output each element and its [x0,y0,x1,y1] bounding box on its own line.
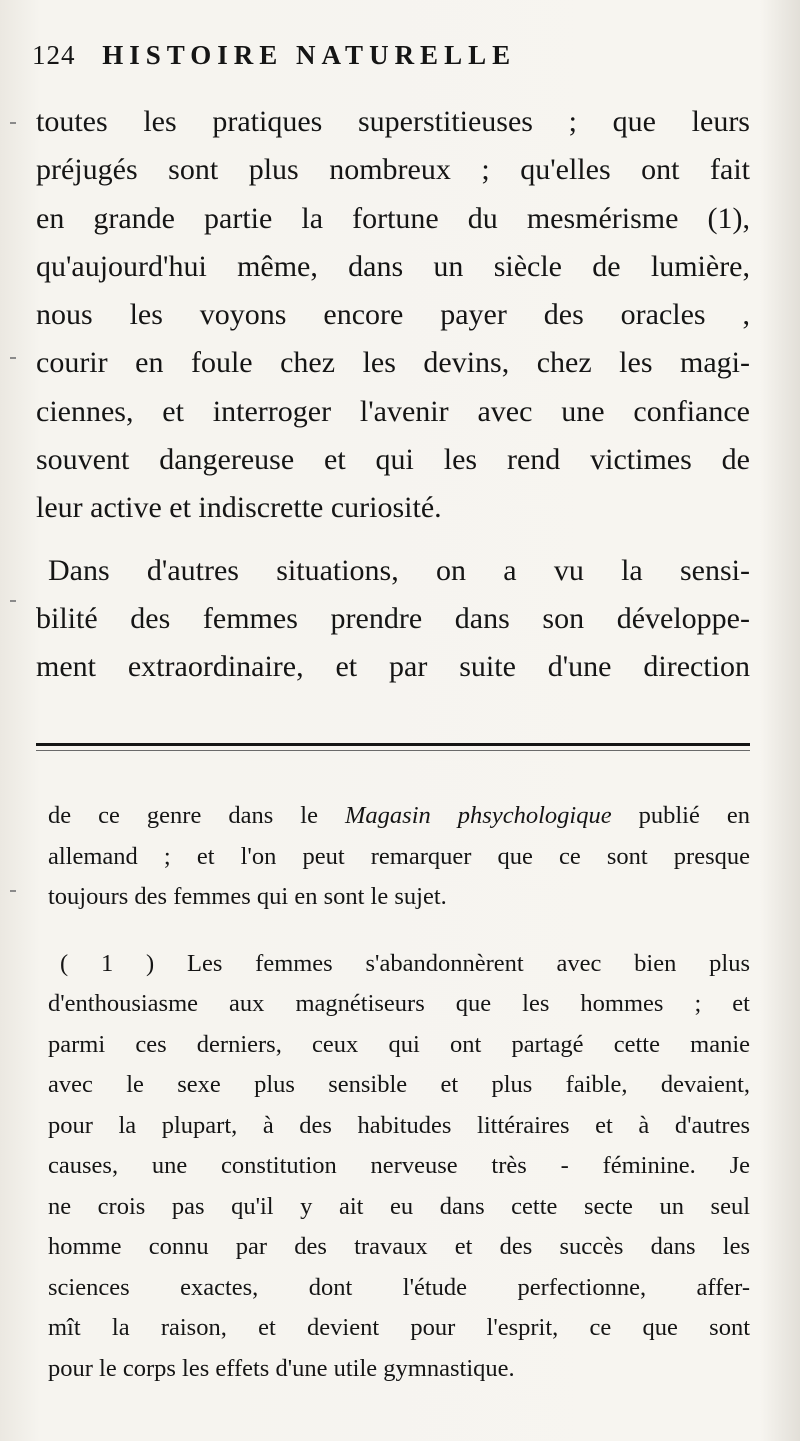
text-line: Dans d'autres situations, on a vu la sensi- [48,553,750,587]
magazine-title: Magasin phsychologique [345,802,612,829]
margin-mark [10,357,16,359]
footnote-text: de ce genre dans le [48,802,346,829]
footnotes [48,796,750,1389]
text-line: allemand ; et l'on peut remarquer que ce sont presque [48,842,750,870]
text-line: parmi ces derniers, ceux qui ont partagé cette manie [48,1030,750,1058]
text-line: souvent dangereuse et qui les rend victimes de [36,443,750,477]
footnote-gap [48,918,750,944]
text-line: mît la raison, et devient pour l'esprit, ce que sont [48,1314,750,1341]
text-line: ment extraordinaire, et par suite d'une direction [36,650,750,684]
footnote-rule-thin [36,750,750,751]
text-line: ne crois pas qu'il y ait eu dans cette secte un seul [48,1192,750,1220]
text-line: causes, une constitution nerveuse très - féminine. Je [48,1152,750,1179]
text-line: préjugés sont plus nombreux ; qu'elles ont fait [36,153,750,187]
footnote-1 [48,944,750,1390]
text-line: toujours des femmes qui en sont le sujet. [48,883,447,910]
main-text [36,98,750,692]
page-number: 124 [32,40,76,70]
text-line: sciences exactes, dont l'étude perfectionne, affer- [48,1273,750,1301]
text-line: en grande partie la fortune du mesmérisme (1), [36,201,750,235]
paragraph-gap [36,533,750,547]
text-line: ciennes, et interroger l'avenir avec une confiance [36,394,750,428]
text-line: ( 1 ) Les femmes s'abandonnèrent avec bien plus [60,949,750,977]
paragraph-2 [36,547,750,692]
page-header [32,40,772,86]
paragraph-1 [36,98,750,533]
text-line: d'enthousiasme aux magnétiseurs que les hommes ; et [48,990,750,1017]
text-line: homme connu par des travaux et des succès dans les [48,1233,750,1260]
text-line: pour le corps les effets d'une utile gymnastique. [48,1354,515,1382]
text-line: courir en foule chez les devins, chez les magi- [36,346,750,380]
text-line: pour la plupart, à des habitudes littéraires et à d'autres [48,1111,750,1139]
running-title: HISTOIRE NATURELLE [102,40,517,70]
text-line: toutes les pratiques superstitieuses ; que leurs [36,105,750,138]
margin-mark [10,600,16,602]
text-line: avec le sexe plus sensible et plus faible, devaient, [48,1071,750,1098]
margin-mark [10,890,16,892]
text-line: qu'aujourd'hui même, dans un siècle de lumière, [36,249,750,283]
text-line: nous les voyons encore payer des oracles , [36,298,750,332]
footnote-continued [48,796,750,918]
text-line [48,796,750,837]
text-line: bilité des femmes prendre dans son développe- [36,601,750,635]
footnote-text: publié en [611,802,750,829]
margin-mark [10,122,16,124]
text-line: leur active et indiscrette curiosité. [36,491,442,525]
footnote-rule [36,743,750,746]
